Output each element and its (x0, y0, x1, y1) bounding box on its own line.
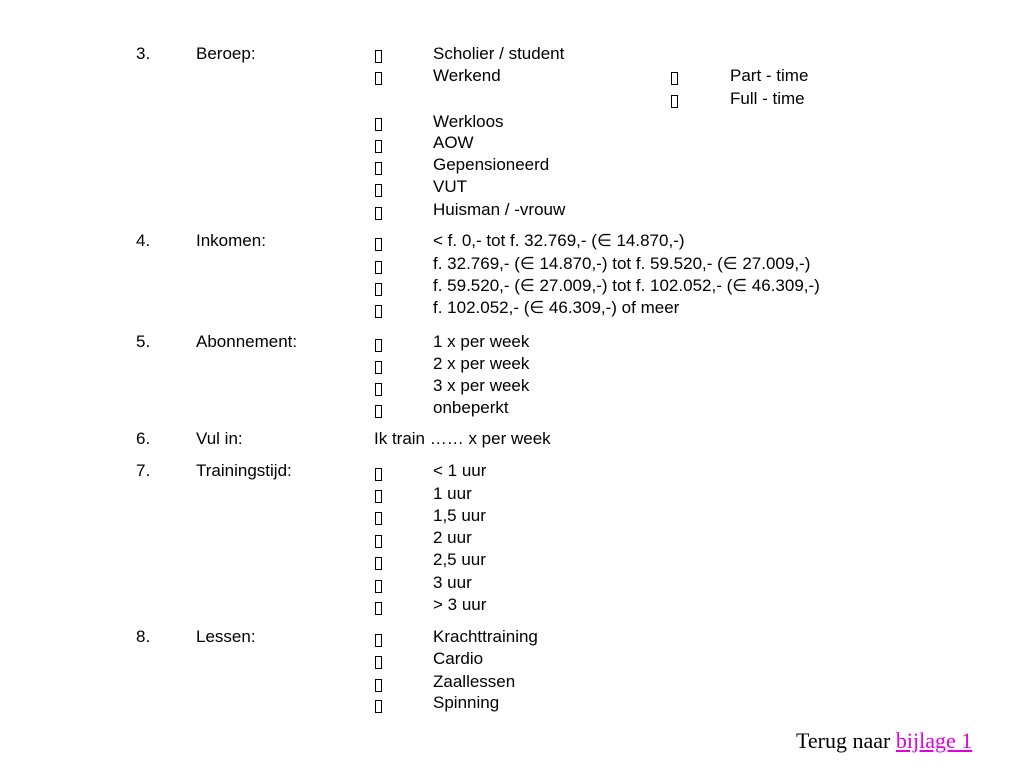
question-label-beroep: Beroep: (196, 44, 256, 63)
option-label: 1 x per week (433, 332, 530, 351)
checkbox[interactable] (375, 261, 382, 274)
sub-option-label: Full - time (730, 89, 805, 108)
option-label: Scholier / student (433, 44, 565, 63)
option-label: 2,5 uur (433, 550, 486, 569)
option-label: Spinning (433, 693, 500, 712)
option-label: < f. 0,- tot f. 32.769,- (∈ 14.870,-) (433, 231, 685, 250)
option-label: Werkloos (433, 112, 504, 131)
option-label: < 1 uur (433, 461, 487, 480)
checkbox[interactable] (375, 207, 382, 220)
option-label: Huisman / -vrouw (433, 200, 566, 219)
question-label-inkomen: Inkomen: (196, 231, 266, 250)
question-number: 4. (136, 231, 151, 250)
question-label-vul-in: Vul in: (196, 429, 243, 448)
checkbox[interactable] (671, 95, 678, 108)
footer-prefix: Terug naar (796, 728, 891, 753)
option-label: f. 32.769,- (∈ 14.870,-) tot f. 59.520,- (∈ 27.009,-) (433, 254, 811, 273)
checkbox[interactable] (375, 118, 382, 131)
option-label: 3 x per week (433, 376, 530, 395)
back-to-appendix (796, 728, 972, 754)
train-frequency-text[interactable]: Ik train …… x per week (374, 429, 551, 448)
checkbox[interactable] (375, 512, 382, 525)
option-label: 1,5 uur (433, 506, 486, 525)
checkbox[interactable] (375, 383, 382, 396)
option-label: Werkend (433, 66, 501, 85)
question-number: 3. (136, 44, 151, 63)
checkbox[interactable] (375, 634, 382, 647)
option-label: > 3 uur (433, 595, 487, 614)
option-label: Zaallessen (433, 672, 516, 691)
checkbox[interactable] (671, 72, 678, 85)
checkbox[interactable] (375, 679, 382, 692)
checkbox[interactable] (375, 557, 382, 570)
question-label-abonnement: Abonnement: (196, 332, 298, 351)
checkbox[interactable] (375, 490, 382, 503)
checkbox[interactable] (375, 361, 382, 374)
checkbox[interactable] (375, 72, 382, 85)
checkbox[interactable] (375, 700, 382, 713)
checkbox[interactable] (375, 535, 382, 548)
bijlage-1-link[interactable]: bijlage 1 (895, 728, 973, 753)
option-label: f. 102.052,- (∈ 46.309,-) of meer (433, 298, 680, 317)
question-label-trainingstijd: Trainingstijd: (196, 461, 292, 480)
option-label: 3 uur (433, 573, 472, 592)
question-number: 8. (136, 627, 151, 646)
question-number: 7. (136, 461, 151, 480)
option-label: Gepensioneerd (433, 155, 550, 174)
option-label: Cardio (433, 649, 484, 668)
option-label: 2 uur (433, 528, 472, 547)
checkbox[interactable] (375, 283, 382, 296)
checkbox[interactable] (375, 50, 382, 63)
checkbox[interactable] (375, 405, 382, 418)
checkbox[interactable] (375, 339, 382, 352)
option-label: AOW (433, 133, 474, 152)
checkbox[interactable] (375, 580, 382, 593)
question-number: 5. (136, 332, 151, 351)
option-label: onbeperkt (433, 398, 509, 417)
option-label: Krachttraining (433, 627, 538, 646)
checkbox[interactable] (375, 602, 382, 615)
option-label: 2 x per week (433, 354, 530, 373)
checkbox[interactable] (375, 305, 382, 318)
checkbox[interactable] (375, 656, 382, 669)
checkbox[interactable] (375, 162, 382, 175)
question-label-lessen: Lessen: (196, 627, 256, 646)
question-number: 6. (136, 429, 151, 448)
option-label: VUT (433, 177, 467, 196)
checkbox[interactable] (375, 184, 382, 197)
checkbox[interactable] (375, 238, 382, 251)
option-label: f. 59.520,- (∈ 27.009,-) tot f. 102.052,- (∈ 46.309,-) (433, 276, 820, 295)
checkbox[interactable] (375, 468, 382, 481)
checkbox[interactable] (375, 140, 382, 153)
option-label: 1 uur (433, 484, 472, 503)
sub-option-label: Part - time (730, 66, 809, 85)
